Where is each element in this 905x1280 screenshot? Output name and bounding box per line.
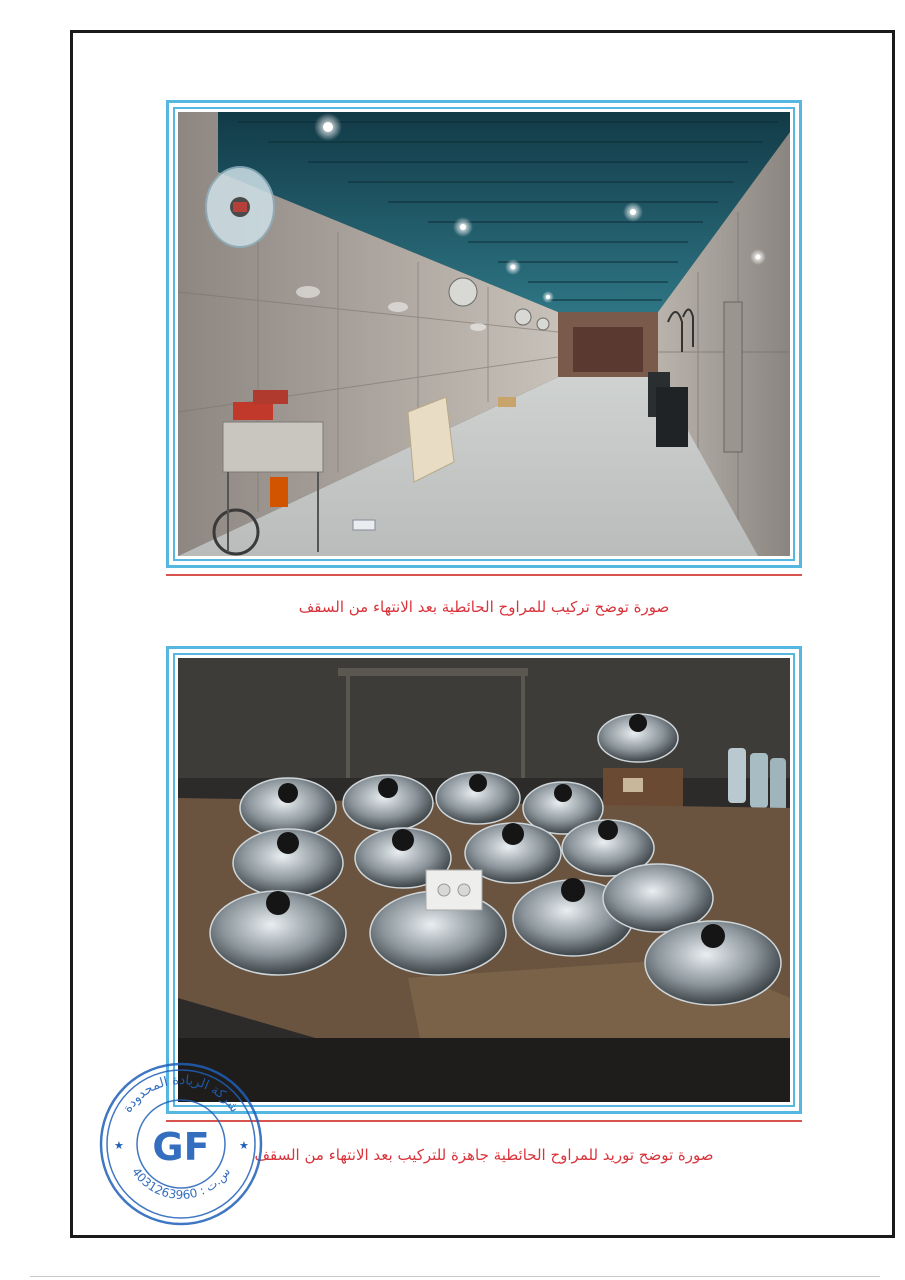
photo-caption-2: صورة توضح توريد للمراوح الحائطية جاهزة للتركيب بعد الانتهاء من السقف — [254, 1146, 714, 1164]
fans-photo-frame — [166, 646, 802, 1114]
star-icon: ★ — [114, 1139, 124, 1152]
caption-rule-1 — [166, 574, 802, 576]
svg-text:شركة الريادة المحدودة — [120, 1073, 241, 1116]
star-icon: ★ — [239, 1139, 249, 1152]
company-stamp — [97, 1060, 265, 1228]
photo-caption-1: صورة توضح تركيب للمراوح الحائطية بعد الانتهاء من السقف — [298, 598, 670, 616]
corridor-photo — [178, 112, 790, 556]
page-footer-line — [30, 1276, 880, 1277]
stamp-logo: GF — [152, 1125, 210, 1169]
fans-supply-photo — [178, 658, 790, 1102]
stamp-registration: س.ت : 4031263960 — [129, 1164, 234, 1202]
stamp-company-name: شركة الريادة المحدودة — [120, 1072, 242, 1116]
corridor-photo-frame — [166, 100, 802, 568]
